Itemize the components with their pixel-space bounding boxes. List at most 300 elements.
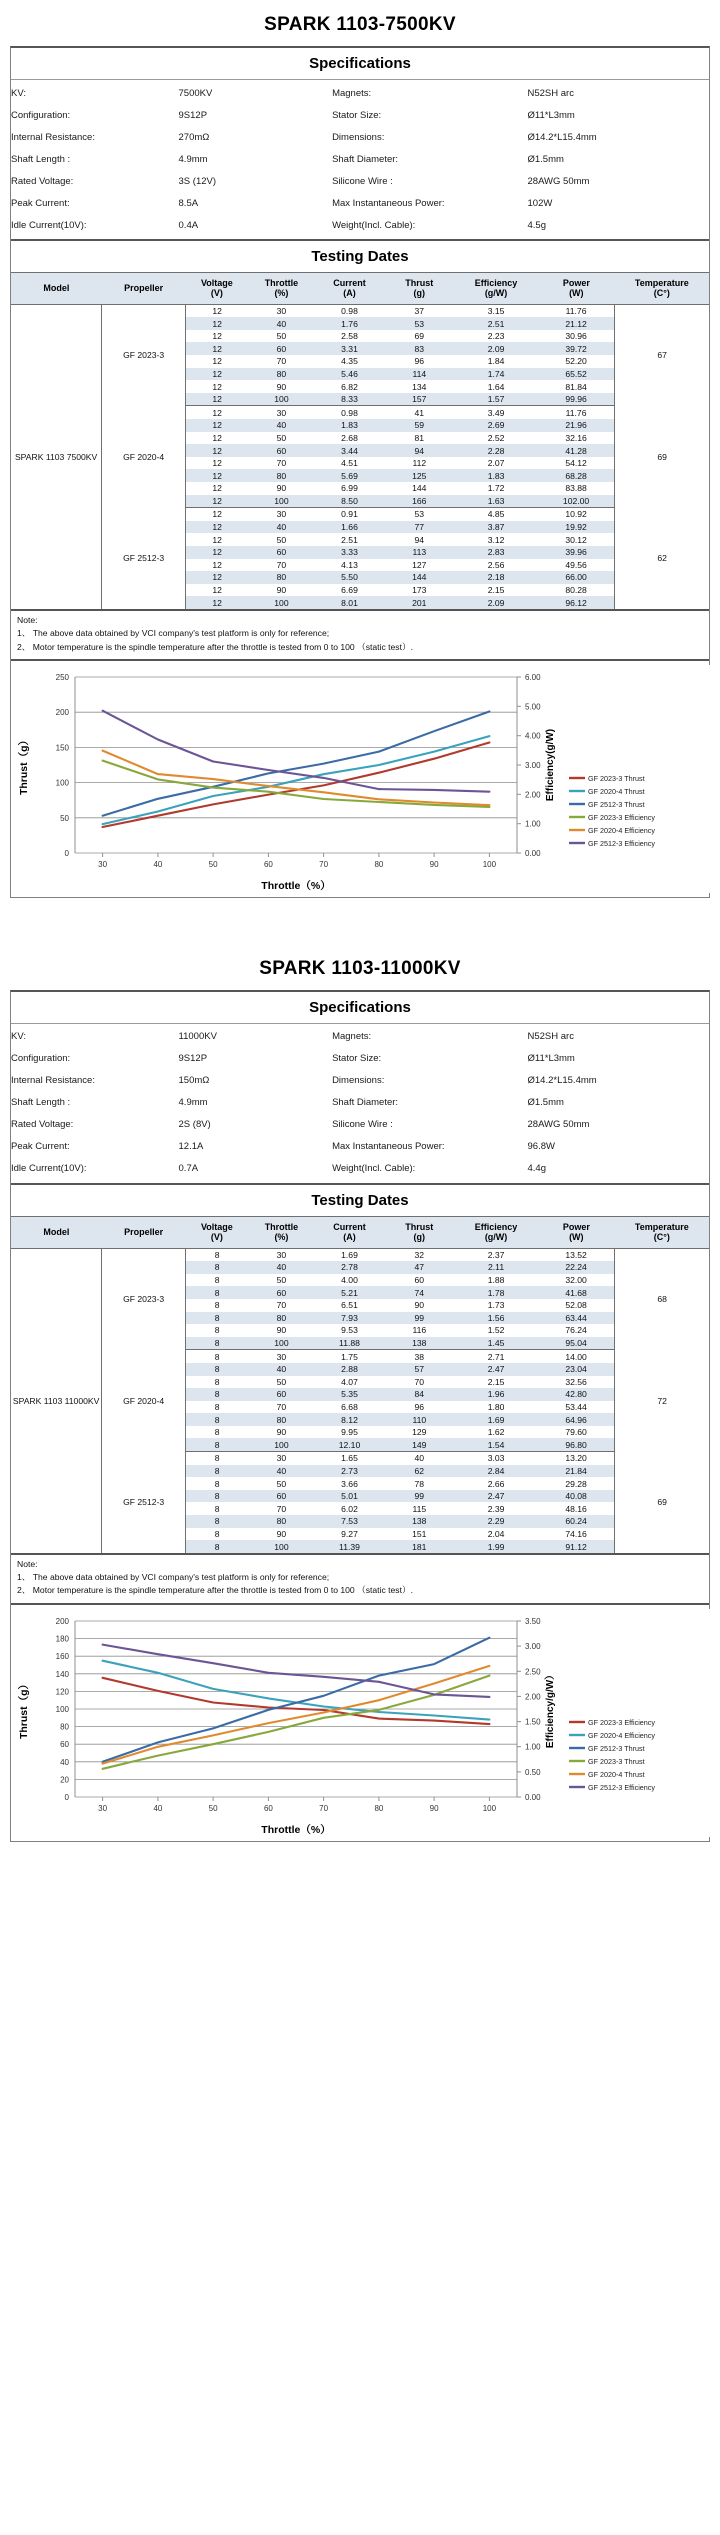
throttle-value: 60 — [248, 1286, 314, 1299]
power-value: 39.96 — [538, 546, 615, 559]
throttle-value: 60 — [248, 546, 314, 559]
power-value: 52.08 — [565, 1300, 587, 1311]
svg-text:Efficiency(g/W): Efficiency(g/W) — [545, 728, 556, 801]
svg-text:50: 50 — [208, 859, 218, 869]
power-value: 80.28 — [565, 585, 587, 596]
note-block — [11, 1555, 709, 1605]
svg-text:160: 160 — [55, 1651, 69, 1661]
propeller-name: GF 2023-3 — [102, 304, 186, 406]
thrust-value: 83 — [384, 342, 454, 355]
spec-value: 3S (12V) — [178, 175, 217, 187]
column-header: Voltage (V) — [185, 1216, 248, 1248]
spec-label: Max Instantaneous Power: — [332, 1141, 445, 1153]
voltage-value: 12 — [185, 317, 248, 330]
spec-value: 7500KV — [178, 87, 213, 99]
current-value: 12.10 — [315, 1438, 385, 1451]
spec-value: 4.9mm — [178, 153, 208, 165]
current-value: 1.66 — [315, 521, 385, 534]
column-header: Thrust (g) — [384, 273, 454, 305]
svg-text:Thrust（g）: Thrust（g） — [18, 1678, 30, 1739]
power-value: 68.28 — [538, 469, 615, 482]
power-value: 52.20 — [565, 356, 587, 367]
column-header: Throttle (%) — [248, 1216, 314, 1248]
svg-text:Throttle（%）: Throttle（%） — [261, 879, 331, 892]
thrust-value: 60 — [414, 1275, 425, 1286]
power-value: 30.96 — [565, 331, 587, 342]
thrust-value: 138 — [384, 1337, 454, 1350]
specifications-heading: Specifications — [11, 48, 709, 80]
spec-value: 9S12P — [178, 1053, 208, 1065]
propeller-name: GF 2020-4 — [102, 406, 186, 508]
testing-dates-heading: Testing Dates — [311, 1191, 409, 1209]
thrust-value: 62 — [384, 1465, 454, 1478]
svg-text:100: 100 — [482, 1803, 497, 1813]
throttle-value: 90 — [276, 1427, 287, 1438]
model-name: SPARK 1103 11000KV — [11, 1248, 102, 1553]
efficiency-value: 2.29 — [454, 1515, 538, 1528]
propeller-name: GF 2023-3 — [102, 1248, 186, 1350]
efficiency-value: 1.45 — [454, 1337, 538, 1350]
current-value: 6.68 — [341, 1401, 358, 1412]
current-value: 7.93 — [315, 1312, 385, 1325]
spec-value: 4.9mm — [178, 1097, 208, 1109]
svg-text:GF 2020-4 Efficiency: GF 2020-4 Efficiency — [588, 825, 655, 835]
current-value: 5.01 — [315, 1490, 385, 1503]
spec-label: Shaft Length : — [11, 153, 71, 165]
current-value: 3.31 — [315, 342, 385, 355]
svg-text:150: 150 — [55, 743, 69, 753]
spec-label: Idle Current(10V): — [11, 219, 87, 231]
throttle-value: 100 — [248, 1337, 314, 1350]
spec-value: Ø1.5mm — [527, 1097, 564, 1109]
spec-value: Ø11*L3mm — [527, 109, 575, 121]
throttle-value: 100 — [248, 596, 314, 609]
efficiency-value: 2.39 — [487, 1503, 505, 1514]
throttle-value: 50 — [276, 1376, 287, 1387]
chart-container — [11, 661, 709, 897]
svg-text:80: 80 — [374, 1803, 384, 1813]
efficiency-value: 1.73 — [487, 1300, 505, 1311]
svg-text:GF 2020-4 Thrust: GF 2020-4 Thrust — [588, 1769, 645, 1779]
efficiency-value: 2.15 — [487, 1376, 505, 1387]
spec-row — [11, 104, 709, 126]
power-value: 79.60 — [565, 1427, 587, 1438]
svg-text:3.50: 3.50 — [525, 1616, 541, 1626]
power-value: 11.76 — [565, 407, 587, 418]
efficiency-value: 4.85 — [487, 509, 505, 520]
throttle-value: 80 — [248, 571, 314, 584]
throttle-value: 30 — [276, 407, 287, 418]
throttle-value: 50 — [276, 331, 287, 342]
throttle-value: 80 — [248, 368, 314, 381]
throttle-value: 90 — [276, 483, 287, 494]
power-value: 91.12 — [538, 1540, 615, 1553]
spec-label: Magnets: — [332, 1031, 372, 1043]
spec-label: Shaft Length : — [11, 1097, 71, 1109]
voltage-value: 8 — [214, 1503, 220, 1514]
temperature-value: 69 — [615, 1452, 709, 1553]
svg-text:GF 2512-3 Thrust: GF 2512-3 Thrust — [588, 799, 645, 809]
efficiency-value: 2.15 — [487, 585, 505, 596]
thrust-value: 69 — [414, 331, 425, 342]
svg-text:180: 180 — [55, 1634, 69, 1644]
spec-value: Ø11*L3mm — [527, 1053, 575, 1065]
power-value: 60.24 — [538, 1515, 615, 1528]
model-name: SPARK 1103 7500KV — [11, 304, 102, 609]
svg-text:120: 120 — [55, 1687, 69, 1697]
thrust-value: 99 — [384, 1490, 454, 1503]
thrust-value: 134 — [412, 381, 427, 392]
spec-value: Ø1.5mm — [527, 153, 564, 165]
power-value: 32.00 — [565, 1275, 587, 1286]
power-value: 40.08 — [538, 1490, 615, 1503]
spec-value: 4.4g — [527, 1163, 546, 1175]
throttle-value: 60 — [248, 342, 314, 355]
power-value: 30.12 — [565, 534, 587, 545]
svg-text:200: 200 — [55, 1616, 69, 1626]
column-header: Current (A) — [315, 273, 385, 305]
voltage-value: 12 — [212, 559, 222, 570]
bottom-gap — [0, 1842, 720, 1852]
testing-dates-heading: Testing Dates — [311, 248, 409, 265]
power-value: 49.56 — [565, 559, 587, 570]
table-row — [11, 1350, 709, 1363]
throttle-value: 70 — [276, 1300, 287, 1311]
voltage-value: 12 — [212, 432, 222, 443]
column-header: Temperature (C°) — [615, 273, 709, 305]
efficiency-value: 3.49 — [487, 407, 505, 418]
current-value: 5.46 — [315, 368, 385, 381]
power-value: 95.04 — [538, 1337, 615, 1350]
spec-row — [11, 1026, 709, 1048]
efficiency-value: 2.09 — [454, 596, 538, 609]
voltage-value: 8 — [185, 1438, 248, 1451]
spec-label: Weight(Incl. Cable): — [332, 1163, 416, 1175]
efficiency-value: 1.56 — [454, 1312, 538, 1325]
thrust-value: 81 — [414, 432, 425, 443]
spec-row — [11, 1092, 709, 1114]
svg-text:GF 2023-3 Thrust: GF 2023-3 Thrust — [588, 1756, 645, 1766]
note-line-1: 1、 The above data obtained by VCI company's test platform is only for reference; — [17, 1572, 330, 1583]
column-header: Power (W) — [538, 1216, 615, 1248]
efficiency-value: 1.72 — [487, 483, 505, 494]
efficiency-value: 1.83 — [454, 469, 538, 482]
thrust-value: 149 — [384, 1438, 454, 1451]
svg-text:4.00: 4.00 — [525, 731, 541, 741]
column-header: Throttle (%) — [248, 273, 314, 305]
voltage-value: 12 — [185, 393, 248, 406]
thrust-value: 38 — [414, 1351, 425, 1362]
current-value: 4.35 — [341, 356, 358, 367]
efficiency-value: 1.88 — [487, 1275, 505, 1286]
power-value: 14.00 — [565, 1351, 587, 1362]
current-value: 1.75 — [341, 1351, 358, 1362]
throttle-value: 40 — [248, 419, 314, 432]
efficiency-value: 1.64 — [487, 381, 505, 392]
voltage-value: 8 — [214, 1427, 220, 1438]
thrust-value: 53 — [384, 317, 454, 330]
voltage-value: 12 — [185, 521, 248, 534]
thrust-value: 114 — [384, 368, 454, 381]
specifications-heading: Specifications — [11, 992, 709, 1024]
current-value: 9.27 — [341, 1528, 358, 1539]
thrust-value: 41 — [414, 407, 425, 418]
svg-text:50: 50 — [60, 813, 69, 823]
voltage-value: 8 — [185, 1413, 248, 1426]
current-value: 1.69 — [341, 1249, 358, 1260]
current-value: 1.65 — [341, 1453, 358, 1464]
power-value: 99.96 — [538, 393, 615, 406]
efficiency-value: 1.52 — [487, 1325, 505, 1336]
voltage-value: 12 — [185, 342, 248, 355]
voltage-value: 8 — [185, 1490, 248, 1503]
temperature-value: 69 — [615, 406, 709, 508]
power-value: 23.04 — [538, 1363, 615, 1376]
throttle-value: 80 — [248, 1312, 314, 1325]
spec-label: Stator Size: — [332, 1053, 382, 1065]
current-value: 3.44 — [315, 444, 385, 457]
svg-text:5.00: 5.00 — [525, 702, 541, 712]
throttle-value: 30 — [276, 1249, 287, 1260]
throttle-value: 70 — [276, 1503, 287, 1514]
power-value: 21.96 — [538, 419, 615, 432]
efficiency-value: 2.56 — [487, 559, 505, 570]
throttle-value: 40 — [248, 521, 314, 534]
thrust-value: 127 — [412, 559, 427, 570]
current-value: 5.69 — [315, 469, 385, 482]
thrust-value: 125 — [384, 469, 454, 482]
voltage-value: 12 — [185, 444, 248, 457]
propeller-name: GF 2512-3 — [102, 508, 186, 609]
current-value: 7.53 — [315, 1515, 385, 1528]
thrust-value: 59 — [384, 419, 454, 432]
svg-text:40: 40 — [153, 1803, 163, 1813]
spec-row — [11, 82, 709, 104]
throttle-value: 30 — [276, 1453, 287, 1464]
note-line-2: 2、 Motor temperature is the spindle temperature after the throttle is tested from 0 to 100 （static test）. — [17, 1585, 413, 1596]
voltage-value: 8 — [185, 1540, 248, 1553]
page-title: SPARK 1103-7500KV — [264, 14, 456, 35]
svg-text:Efficiency/g/W）: Efficiency/g/W） — [545, 1669, 556, 1748]
svg-text:0: 0 — [64, 1792, 69, 1802]
svg-text:250: 250 — [55, 672, 69, 682]
thrust-value: 94 — [414, 534, 425, 545]
spec-value: 28AWG 50mm — [527, 1119, 590, 1131]
current-value: 2.51 — [341, 534, 358, 545]
voltage-value: 8 — [214, 1453, 220, 1464]
efficiency-value: 2.83 — [454, 546, 538, 559]
note-title: Note: — [17, 614, 38, 625]
efficiency-value: 2.69 — [454, 419, 538, 432]
voltage-value: 12 — [212, 483, 222, 494]
thrust-value: 113 — [384, 546, 454, 559]
current-value: 2.58 — [341, 331, 358, 342]
efficiency-value: 2.47 — [454, 1490, 538, 1503]
throttle-value: 60 — [248, 1388, 314, 1401]
thrust-value: 151 — [412, 1528, 427, 1539]
voltage-value: 12 — [185, 596, 248, 609]
efficiency-value: 1.78 — [454, 1286, 538, 1299]
svg-text:100: 100 — [55, 1704, 69, 1714]
svg-text:60: 60 — [263, 859, 273, 869]
throttle-value: 90 — [276, 585, 287, 596]
thrust-value: 84 — [384, 1388, 454, 1401]
svg-text:200: 200 — [55, 708, 69, 718]
spec-value: Ø14.2*L15.4mm — [527, 131, 597, 143]
note-title: Note: — [17, 1558, 38, 1569]
voltage-value: 8 — [214, 1478, 220, 1489]
spec-label: Dimensions: — [332, 131, 385, 143]
throttle-value: 60 — [248, 1490, 314, 1503]
spec-label: Internal Resistance: — [11, 1075, 95, 1087]
voltage-value: 12 — [185, 419, 248, 432]
power-value: 39.72 — [538, 342, 615, 355]
spec-value: 8.5A — [178, 197, 199, 209]
efficiency-value: 1.74 — [454, 368, 538, 381]
propeller-name: GF 2020-4 — [102, 1350, 186, 1452]
svg-text:30: 30 — [98, 1803, 108, 1813]
spec-label: Internal Resistance: — [11, 131, 95, 143]
spec-value: 11000KV — [178, 1031, 217, 1043]
thrust-value: 37 — [414, 305, 425, 316]
power-value: 83.88 — [565, 483, 587, 494]
current-value: 0.98 — [341, 407, 358, 418]
power-value: 96.12 — [538, 596, 615, 609]
current-value: 2.88 — [315, 1363, 385, 1376]
spec-value: 96.8W — [527, 1141, 555, 1153]
thrust-value: 129 — [412, 1427, 427, 1438]
power-value: 42.80 — [538, 1388, 615, 1401]
svg-text:6.00: 6.00 — [525, 672, 541, 682]
svg-text:90: 90 — [429, 1803, 439, 1813]
power-value: 74.16 — [565, 1528, 587, 1539]
spec-value: 0.4A — [178, 219, 199, 231]
svg-text:1.00: 1.00 — [525, 819, 541, 829]
column-header: Thrust (g) — [384, 1216, 454, 1248]
spec-value: 12.1A — [178, 1141, 204, 1153]
spec-label: Rated Voltage: — [11, 1119, 74, 1131]
power-value: 66.00 — [538, 571, 615, 584]
svg-text:2.00: 2.00 — [525, 790, 541, 800]
throttle-value: 80 — [248, 1515, 314, 1528]
throttle-value: 100 — [248, 1438, 314, 1451]
spec-row — [11, 126, 709, 148]
specifications-table — [11, 1024, 709, 1185]
efficiency-value: 1.84 — [487, 356, 505, 367]
current-value: 0.91 — [341, 509, 358, 520]
throttle-value: 50 — [276, 432, 287, 443]
spec-value: 9S12P — [178, 109, 208, 121]
svg-text:100: 100 — [55, 778, 69, 788]
efficiency-value: 2.51 — [454, 317, 538, 330]
svg-text:GF 2023-3 Thrust: GF 2023-3 Thrust — [588, 773, 645, 783]
table-header-row — [11, 273, 709, 305]
current-value: 4.00 — [341, 1275, 358, 1286]
current-value: 4.07 — [341, 1376, 358, 1387]
thrust-value: 138 — [384, 1515, 454, 1528]
spec-label: Peak Current: — [11, 197, 70, 209]
voltage-value: 8 — [214, 1249, 220, 1260]
section-gap — [0, 898, 720, 944]
power-value: 32.56 — [565, 1376, 587, 1387]
voltage-value: 12 — [185, 469, 248, 482]
spec-row — [11, 1114, 709, 1136]
power-value: 41.28 — [538, 444, 615, 457]
throttle-value: 100 — [248, 1540, 314, 1553]
thrust-value: 112 — [412, 458, 427, 469]
efficiency-value: 3.87 — [454, 521, 538, 534]
current-value: 0.98 — [341, 305, 358, 316]
efficiency-value: 2.09 — [454, 342, 538, 355]
efficiency-value: 1.54 — [454, 1438, 538, 1451]
efficiency-value: 2.11 — [454, 1261, 538, 1274]
current-value: 8.33 — [315, 393, 385, 406]
column-header: Voltage (V) — [185, 273, 248, 305]
voltage-value: 8 — [185, 1363, 248, 1376]
column-header: Power (W) — [538, 273, 615, 305]
efficiency-value: 2.18 — [454, 571, 538, 584]
column-header: Propeller — [102, 273, 186, 305]
thrust-value: 201 — [384, 596, 454, 609]
temperature-value: 67 — [615, 304, 709, 406]
thrust-value: 96 — [414, 356, 425, 367]
voltage-value: 12 — [185, 546, 248, 559]
throttle-value: 90 — [276, 381, 287, 392]
efficiency-value: 2.04 — [487, 1528, 505, 1539]
datasheet-card — [10, 46, 710, 898]
spec-value: Ø14.2*L15.4mm — [527, 1075, 597, 1087]
thrust-value: 157 — [384, 393, 454, 406]
spec-row — [11, 214, 709, 236]
power-value: 21.84 — [538, 1465, 615, 1478]
svg-text:GF 2512-3 Efficiency: GF 2512-3 Efficiency — [588, 1782, 655, 1792]
spec-label: Magnets: — [332, 87, 372, 99]
thrust-value: 166 — [384, 495, 454, 508]
throttle-value: 100 — [248, 393, 314, 406]
efficiency-value: 3.15 — [487, 305, 505, 316]
svg-text:40: 40 — [153, 859, 163, 869]
table-row — [11, 1452, 709, 1465]
thrust-value: 77 — [384, 521, 454, 534]
spec-row — [11, 170, 709, 192]
voltage-value: 8 — [185, 1337, 248, 1350]
throttle-value: 40 — [248, 1261, 314, 1274]
temperature-value: 72 — [615, 1350, 709, 1452]
spec-label: Stator Size: — [332, 109, 382, 121]
current-value: 8.01 — [315, 596, 385, 609]
current-value: 6.69 — [341, 585, 358, 596]
power-value: 21.12 — [538, 317, 615, 330]
thrust-value: 32 — [414, 1249, 425, 1260]
thrust-value: 47 — [384, 1261, 454, 1274]
efficiency-value: 2.23 — [487, 331, 505, 342]
motor-section-1 — [0, 944, 720, 1852]
current-value: 8.12 — [315, 1413, 385, 1426]
spec-value: 270mΩ — [178, 131, 210, 143]
current-value: 2.73 — [315, 1465, 385, 1478]
thrust-value: 181 — [384, 1540, 454, 1553]
thrust-value: 144 — [412, 483, 427, 494]
voltage-value: 8 — [214, 1376, 220, 1387]
spec-label: Dimensions: — [332, 1075, 385, 1087]
spec-value: 0.7A — [178, 1163, 199, 1175]
chart-container — [11, 1605, 709, 1841]
current-value: 2.68 — [341, 432, 358, 443]
efficiency-value: 2.28 — [454, 444, 538, 457]
specifications-table — [11, 80, 709, 241]
thrust-value: 173 — [412, 585, 427, 596]
performance-chart-0 — [13, 665, 713, 893]
